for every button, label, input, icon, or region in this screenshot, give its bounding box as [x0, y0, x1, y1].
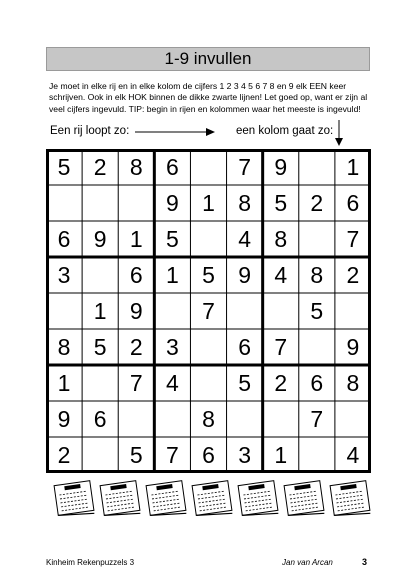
col-hint-label: een kolom gaat zo: [236, 125, 334, 137]
sudoku-given-cell: 7 [129, 369, 143, 396]
sudoku-empty-cell[interactable] [227, 401, 263, 437]
sudoku-empty-cell[interactable] [263, 293, 299, 329]
sudoku-given-cell: 5 [129, 441, 143, 468]
sudoku-empty-cell[interactable] [335, 293, 371, 329]
sudoku-given-cell: 3 [238, 441, 251, 468]
page-title-bar [46, 47, 370, 71]
sudoku-given-cell: 8 [310, 261, 324, 288]
sudoku-given-cell: 2 [57, 441, 71, 468]
sudoku-given-cell: 9 [238, 261, 251, 288]
sudoku-given-cell: 7 [310, 405, 324, 432]
sudoku-empty-cell[interactable] [190, 365, 226, 401]
sudoku-empty-cell[interactable] [46, 293, 82, 329]
page-title: 1-9 invullen [164, 49, 252, 68]
sudoku-given-cell: 5 [274, 189, 288, 216]
sudoku-given-cell: 3 [165, 333, 179, 360]
sudoku-given-cell: 7 [238, 153, 251, 180]
sudoku-given-cell: 8 [57, 333, 71, 360]
sudoku-given-cell: 2 [310, 189, 324, 216]
sudoku-given-cell: 6 [57, 225, 71, 252]
sudoku-given-cell: 7 [346, 225, 360, 252]
booklet-icon [146, 481, 186, 519]
sudoku-given-cell: 9 [274, 153, 288, 180]
sudoku-empty-cell[interactable] [299, 329, 335, 365]
right-arrow-icon [135, 127, 215, 137]
sudoku-given-cell: 8 [129, 153, 143, 180]
sudoku-given-cell: 1 [346, 153, 360, 180]
sudoku-given-cell: 5 [202, 261, 215, 288]
sudoku-given-cell: 4 [346, 441, 360, 468]
sudoku-given-cell: 6 [310, 369, 324, 396]
booklet-icons-row [50, 477, 372, 519]
sudoku-given-cell: 7 [202, 297, 215, 324]
sudoku-given-cell: 5 [93, 333, 107, 360]
booklet-icon [330, 481, 370, 519]
sudoku-given-cell: 9 [57, 405, 71, 432]
sudoku-given-cell: 6 [202, 441, 215, 468]
sudoku-given-cell: 9 [93, 225, 107, 252]
sudoku-given-cell: 4 [274, 261, 288, 288]
booklet-icon [284, 481, 324, 519]
sudoku-given-cell: 5 [57, 153, 71, 180]
sudoku-given-cell: 6 [165, 153, 179, 180]
sudoku-given-cell: 6 [129, 261, 143, 288]
sudoku-empty-cell[interactable] [82, 437, 118, 473]
sudoku-given-cell: 8 [346, 369, 360, 396]
booklet-icon [100, 481, 140, 519]
instructions-text: Je moet in elke rij en in elke kolom de cijfers 1 2 3 4 5 6 7 8 en 9 elk EEN keer schrijven. Ook in elk HOK binnen de dikke zwarte lijnen! Let goed op, want er zijn al veel cijfers ingevuld. TIP: begin in rijen en kolommen waar het meeste is ingevuld! [49, 81, 368, 114]
sudoku-given-cell: 1 [274, 441, 288, 468]
down-arrow-icon [334, 120, 344, 146]
sudoku-empty-cell[interactable] [82, 365, 118, 401]
sudoku-empty-cell[interactable] [190, 221, 226, 257]
sudoku-given-cell: 3 [57, 261, 71, 288]
sudoku-empty-cell[interactable] [335, 401, 371, 437]
page-number: 3 [362, 557, 368, 567]
sudoku-empty-cell[interactable] [299, 221, 335, 257]
booklet-icon [238, 481, 278, 519]
sudoku-given-cell: 1 [165, 261, 179, 288]
footer-author: Jan van Arcan [282, 558, 333, 567]
sudoku-empty-cell[interactable] [82, 257, 118, 293]
sudoku-empty-cell[interactable] [299, 149, 335, 185]
sudoku-empty-cell[interactable] [154, 401, 190, 437]
sudoku-given-cell: 9 [346, 333, 360, 360]
sudoku-empty-cell[interactable] [299, 437, 335, 473]
sudoku-empty-cell[interactable] [46, 185, 82, 221]
sudoku-empty-cell[interactable] [227, 293, 263, 329]
sudoku-given-cell: 6 [346, 189, 360, 216]
sudoku-given-cell: 5 [238, 369, 251, 396]
sudoku-empty-cell[interactable] [190, 329, 226, 365]
sudoku-given-cell: 2 [93, 153, 107, 180]
sudoku-given-cell: 2 [129, 333, 143, 360]
sudoku-given-cell: 4 [238, 225, 251, 252]
sudoku-given-cell: 1 [57, 369, 71, 396]
sudoku-empty-cell[interactable] [263, 401, 299, 437]
sudoku-given-cell: 1 [93, 297, 107, 324]
sudoku-given-cell: 9 [165, 189, 179, 216]
sudoku-grid [46, 149, 371, 473]
sudoku-given-cell: 5 [165, 225, 179, 252]
sudoku-given-cell: 9 [129, 297, 143, 324]
sudoku-given-cell: 8 [238, 189, 251, 216]
sudoku-empty-cell[interactable] [118, 401, 154, 437]
sudoku-given-cell: 2 [274, 369, 288, 396]
booklet-icon [192, 481, 232, 519]
footer-book-title: Kinheim Rekenpuzzels 3 [46, 558, 135, 567]
sudoku-given-cell: 6 [238, 333, 251, 360]
booklet-icon [54, 481, 94, 519]
sudoku-given-cell: 7 [274, 333, 288, 360]
sudoku-given-cell: 8 [274, 225, 288, 252]
sudoku-empty-cell[interactable] [82, 185, 118, 221]
sudoku-empty-cell[interactable] [118, 185, 154, 221]
sudoku-given-cell: 8 [202, 405, 215, 432]
sudoku-given-cell: 7 [165, 441, 179, 468]
sudoku-given-cell: 1 [129, 225, 143, 252]
sudoku-given-cell: 2 [346, 261, 360, 288]
sudoku-empty-cell[interactable] [154, 293, 190, 329]
sudoku-given-cell: 6 [93, 405, 107, 432]
sudoku-given-cell: 4 [165, 369, 179, 396]
sudoku-given-cell: 5 [310, 297, 324, 324]
row-hint-label: Een rij loopt zo: [50, 125, 130, 137]
sudoku-given-cell: 1 [202, 189, 215, 216]
sudoku-empty-cell[interactable] [190, 149, 226, 185]
